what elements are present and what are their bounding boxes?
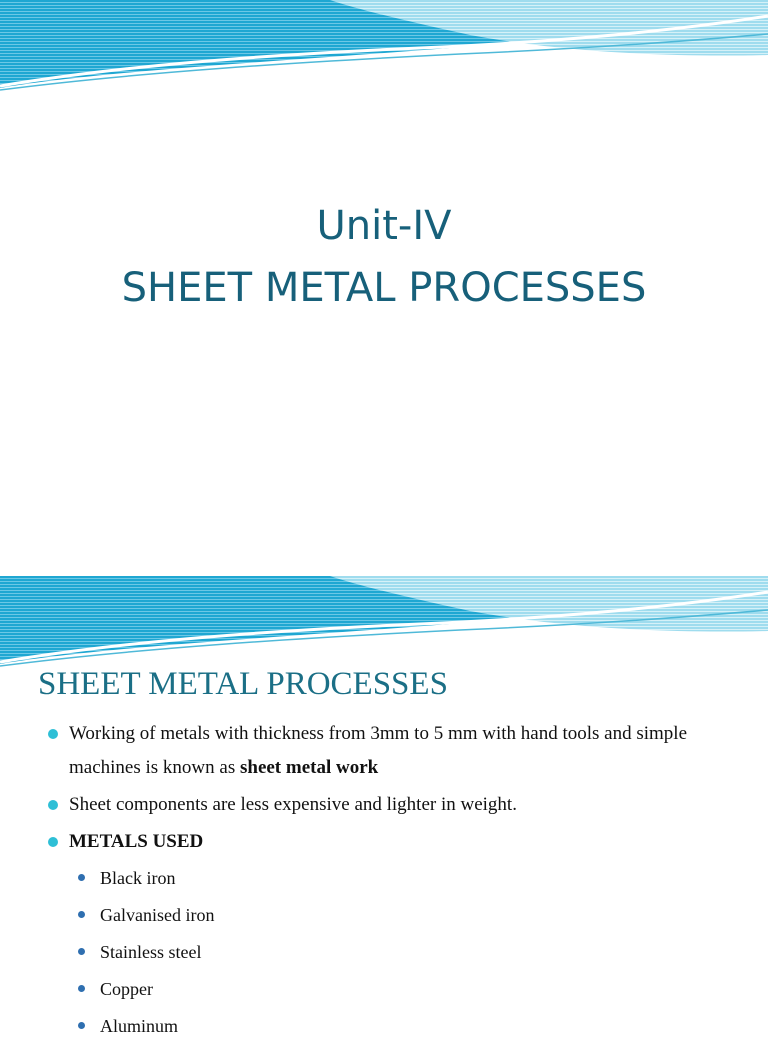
bullet-dot-icon [48,729,58,739]
metal-item [78,937,214,974]
bullet-item [48,717,748,785]
bullet-item [48,788,748,822]
bullet-list [48,717,748,862]
bullet-bold-text: METALS USED [69,831,204,852]
metals-list [78,863,214,1048]
sub-bullet-dot-icon [78,911,85,918]
slide-heading: SHEET METAL PROCESSES [38,666,448,702]
metal-label: Aluminum [100,1016,179,1036]
bullet-text: Working of metals with thickness from 3mm to 5 mm with hand tools and simple machines is known as [69,723,688,778]
sub-bullet-dot-icon [78,985,85,992]
metal-item [78,1011,214,1048]
metal-label: Stainless steel [100,942,202,962]
metal-label: Copper [100,979,153,999]
content-slide [0,576,768,1036]
bullet-text: Sheet components are less expensive and lighter in weight. [69,794,517,815]
sub-bullet-dot-icon [78,874,85,881]
title-line-topic: SHEET METAL PROCESSES [121,265,647,311]
sub-bullet-dot-icon [78,948,85,955]
metal-label: Black iron [100,868,176,888]
header-wave-graphic [0,0,768,100]
bullet-dot-icon [48,800,58,810]
title-line-unit: Unit-IV [316,203,452,249]
metal-label: Galvanised iron [100,905,215,925]
sub-bullet-dot-icon [78,1022,85,1029]
header-wave-graphic [0,576,768,676]
slide-title [0,195,768,319]
bullet-bold-text: sheet metal work [239,757,379,778]
bullet-item [48,825,748,859]
metal-item [78,863,214,900]
bullet-dot-icon [48,837,58,847]
metal-item [78,974,214,1011]
metal-item [78,900,214,937]
